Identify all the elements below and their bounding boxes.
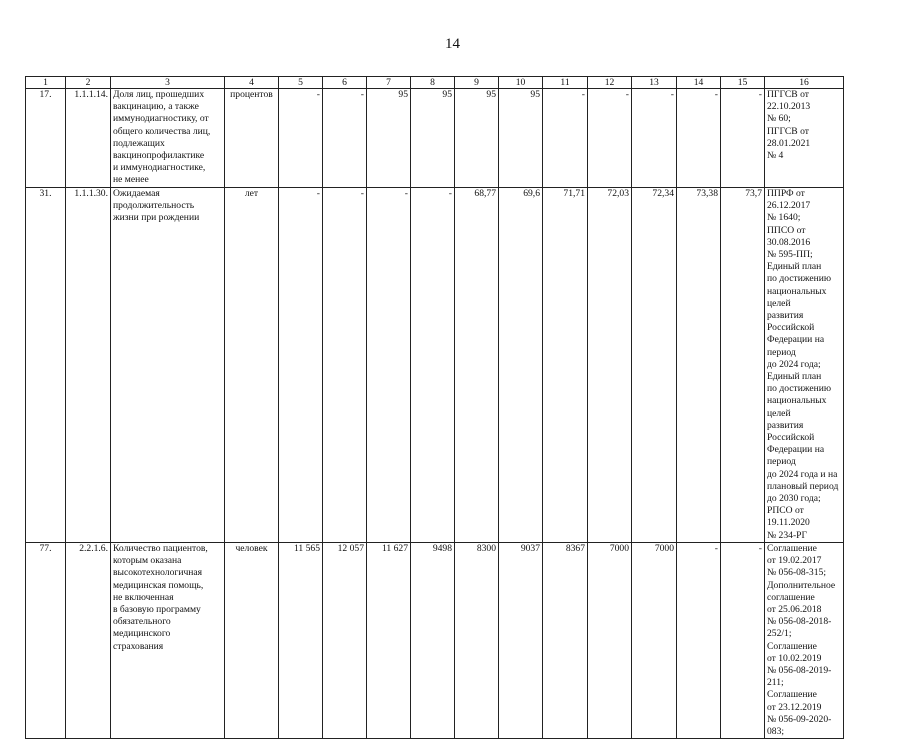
table-cell: 8300 <box>455 542 499 738</box>
table-cell: - <box>543 89 588 188</box>
table-cell: ПГГСВ от 22.10.2013 № 60; ПГГСВ от 28.01.2021 № 4 <box>765 89 844 188</box>
table-cell: 31. <box>26 188 66 543</box>
table-cell: человек <box>225 542 279 738</box>
table-cell: - <box>323 89 367 188</box>
column-header: 10 <box>499 77 543 89</box>
table-cell: - <box>279 188 323 543</box>
table-cell: 95 <box>367 89 411 188</box>
table-cell: процентов <box>225 89 279 188</box>
table-cell: 71,71 <box>543 188 588 543</box>
column-header: 9 <box>455 77 499 89</box>
column-header: 8 <box>411 77 455 89</box>
column-header: 4 <box>225 77 279 89</box>
column-header: 12 <box>588 77 632 89</box>
column-header: 16 <box>765 77 844 89</box>
table-cell: - <box>323 188 367 543</box>
table-cell: лет <box>225 188 279 543</box>
column-header: 14 <box>677 77 721 89</box>
table-row <box>26 188 844 543</box>
table-cell: - <box>411 188 455 543</box>
table-cell: 68,77 <box>455 188 499 543</box>
table-cell: Соглашение от 19.02.2017 № 056-08-315; Дополнительное соглашение от 25.06.2018 № 056-08-2018-252/1; Соглашение от 10.02.2019 № 056-08-2019-211; Соглашение от 23.12.2019 № 056-09-2020-083; <box>765 542 844 738</box>
table-cell: 69,6 <box>499 188 543 543</box>
table-cell: 1.1.1.14. <box>66 89 111 188</box>
table-header-row <box>26 77 844 89</box>
page-number: 14 <box>445 36 460 52</box>
column-header: 2 <box>66 77 111 89</box>
table-cell: Количество пациентов, которым оказана высокотехнологичная медицинская помощь, не включенная в базовую программу обязательного медицинского страхования <box>111 542 225 738</box>
table-cell: 17. <box>26 89 66 188</box>
table-cell: - <box>677 542 721 738</box>
table-cell: ППРФ от 26.12.2017 № 1640; ППСО от 30.08.2016 № 595-ПП; Единый план по достижению национальных целей развития Российской Федерации на период до 2024 года; Единый план по достижению национальных целей развития Российской Федерации на период до 2024 года и на плановый период до 2030 года; РПСО от 19.11.2020 № 234-РГ <box>765 188 844 543</box>
table-cell: 73,7 <box>721 188 765 543</box>
table-cell: Ожидаемая продолжительность жизни при рождении <box>111 188 225 543</box>
table-cell: - <box>677 89 721 188</box>
table-cell: 12 057 <box>323 542 367 738</box>
column-header: 15 <box>721 77 765 89</box>
column-header: 3 <box>111 77 225 89</box>
table-cell: - <box>279 89 323 188</box>
table-cell: - <box>588 89 632 188</box>
table-cell: 7000 <box>632 542 677 738</box>
table-row <box>26 89 844 188</box>
table-cell: 2.2.1.6. <box>66 542 111 738</box>
table-cell: 9037 <box>499 542 543 738</box>
column-header: 6 <box>323 77 367 89</box>
column-header: 7 <box>367 77 411 89</box>
table-cell: - <box>632 89 677 188</box>
table-cell: 72,34 <box>632 188 677 543</box>
column-header: 11 <box>543 77 588 89</box>
table-row <box>26 542 844 738</box>
table-cell: 9498 <box>411 542 455 738</box>
table-cell: 1.1.1.30. <box>66 188 111 543</box>
table-cell: 8367 <box>543 542 588 738</box>
column-header: 5 <box>279 77 323 89</box>
table-cell: Доля лиц, прошедших вакцинацию, а также иммунодиагностику, от общего количества лиц, подлежащих вакцинопрофилактике и иммунодиагностике, не менее <box>111 89 225 188</box>
column-header: 1 <box>26 77 66 89</box>
table-cell: 95 <box>455 89 499 188</box>
table-cell: 95 <box>499 89 543 188</box>
table-cell: 72,03 <box>588 188 632 543</box>
table-cell: - <box>367 188 411 543</box>
table-cell: 11 627 <box>367 542 411 738</box>
table-cell: - <box>721 89 765 188</box>
table-cell: 95 <box>411 89 455 188</box>
column-header: 13 <box>632 77 677 89</box>
table-cell: 7000 <box>588 542 632 738</box>
table-cell: - <box>721 542 765 738</box>
table-cell: 73,38 <box>677 188 721 543</box>
table-cell: 11 565 <box>279 542 323 738</box>
table-cell: 77. <box>26 542 66 738</box>
